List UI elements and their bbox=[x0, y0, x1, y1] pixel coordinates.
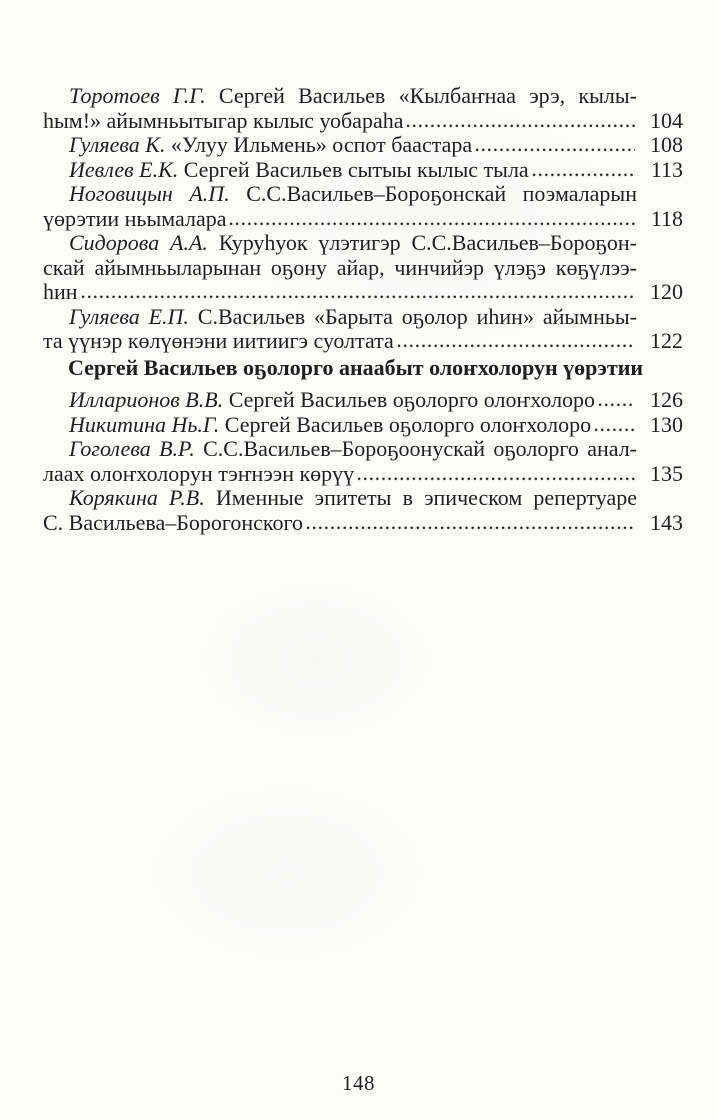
dot-leader bbox=[229, 222, 635, 226]
toc-entry-title: Иевлев Е.К. Сергей Васильев сытыы кылыс тыла bbox=[69, 156, 529, 182]
toc-entry-page-number: 118 bbox=[650, 205, 683, 231]
toc-entry-page-number: 126 bbox=[650, 387, 683, 412]
toc-entry-line: Гоголева В.Р. С.С.Васильев–Бороҕоонускай оҕолорго анал- bbox=[69, 436, 637, 461]
toc-entry-author: Илларионов В.В. bbox=[69, 387, 224, 412]
toc-entry-title: Никитина Нь.Г. Сергей Васильев оҕолорго олоҥхолоро bbox=[69, 411, 592, 437]
toc-entry-page-number: 135 bbox=[650, 460, 683, 486]
toc-entry-page-number: 120 bbox=[650, 279, 683, 304]
toc-entry-line bbox=[43, 329, 683, 354]
toc-entry-line bbox=[43, 158, 683, 183]
toc-entry-line: Гуляева Е.П. С.Васильев «Барыта оҕолор иһин» айымньы- bbox=[69, 303, 637, 329]
toc-entry-line bbox=[43, 207, 683, 232]
dot-leader bbox=[306, 526, 635, 530]
toc-entry-line bbox=[43, 280, 683, 305]
toc-entry-page-number: 130 bbox=[650, 411, 683, 437]
toc-entry-line bbox=[43, 413, 683, 438]
dot-leader bbox=[406, 124, 635, 128]
table-of-contents bbox=[43, 84, 683, 535]
toc-entry-author: Гуляева Е.П. bbox=[69, 303, 189, 329]
toc-entry-line: Ноговицын А.П. С.С.Васильев–Бороҕонскай поэмаларын bbox=[69, 181, 637, 206]
toc-entry-title: та үүнэр көлүөнэни иитиигэ суолтата bbox=[43, 328, 394, 353]
toc-entry-title: Илларионов В.В. Сергей Васильев оҕолорго олоҥхолоро bbox=[69, 387, 596, 412]
dot-leader bbox=[475, 148, 635, 152]
toc-entry-line bbox=[43, 109, 683, 134]
toc-entry-line: Корякина Р.В. Именные эпитеты в эпическом репертуаре bbox=[69, 485, 637, 510]
dot-leader bbox=[81, 295, 635, 299]
toc-entry-title: һым!» айымньытыгар кылыс уобараһа bbox=[43, 107, 404, 133]
dot-leader bbox=[397, 344, 635, 348]
dot-leader bbox=[598, 403, 635, 407]
toc-entry-line: скай айымньыларынан оҕону айар, чинчийэр үлэҕэ көҕүлээ- bbox=[43, 254, 637, 280]
toc-entry-line bbox=[43, 388, 683, 413]
toc-entry-line bbox=[43, 511, 683, 536]
toc-entry-author: Торотоев Г.Г. bbox=[69, 83, 206, 108]
toc-entry-title: лаах олоҥхолорун тэҥнээн көрүү bbox=[43, 460, 355, 486]
toc-entry-page-number: 113 bbox=[650, 156, 683, 182]
toc-entry-author: Гуляева К. bbox=[69, 132, 166, 157]
toc-section-heading: Сергей Васильев оҕолорго анаабыт олоҥхолорун үөрэтии bbox=[68, 354, 644, 380]
toc-entry-title: һин bbox=[43, 279, 78, 304]
toc-entry-title: Гуляева К. «Улуу Ильмень» оспот баастара bbox=[69, 132, 473, 157]
toc-entry-line: Торотоев Г.Г. Сергей Васильев «Кылбаҥнаа эрэ, кылы- bbox=[69, 83, 637, 108]
dot-leader bbox=[594, 428, 635, 432]
toc-entry-author: Гоголева В.Р. bbox=[69, 436, 195, 461]
page-number: 148 bbox=[342, 1071, 375, 1095]
toc-entry-page-number: 122 bbox=[650, 328, 683, 353]
toc-entry-line bbox=[43, 133, 683, 158]
toc-entry-author: Ноговицын А.П. bbox=[69, 181, 230, 206]
toc-entry-page-number: 143 bbox=[650, 509, 683, 535]
toc-entry-page-number: 104 bbox=[650, 107, 683, 133]
toc-entry-title: үөрэтии ньымалара bbox=[43, 205, 227, 231]
toc-entry-line bbox=[43, 462, 683, 487]
toc-entry-title: С. Васильева–Борогонского bbox=[43, 509, 303, 535]
toc-entry-author: Корякина Р.В. bbox=[69, 485, 205, 510]
toc-entry-line: Сидорова А.А. Куруһуок үлэтигэр С.С.Васильев–Бороҕон- bbox=[69, 230, 637, 255]
toc-entry-author: Иевлев Е.К. bbox=[69, 156, 179, 182]
dot-leader bbox=[357, 477, 635, 481]
toc-entry-page-number: 108 bbox=[650, 132, 683, 157]
toc-entry-author: Никитина Нь.Г. bbox=[69, 411, 220, 437]
dot-leader bbox=[532, 173, 635, 177]
toc-entry-author: Сидорова А.А. bbox=[69, 230, 208, 255]
